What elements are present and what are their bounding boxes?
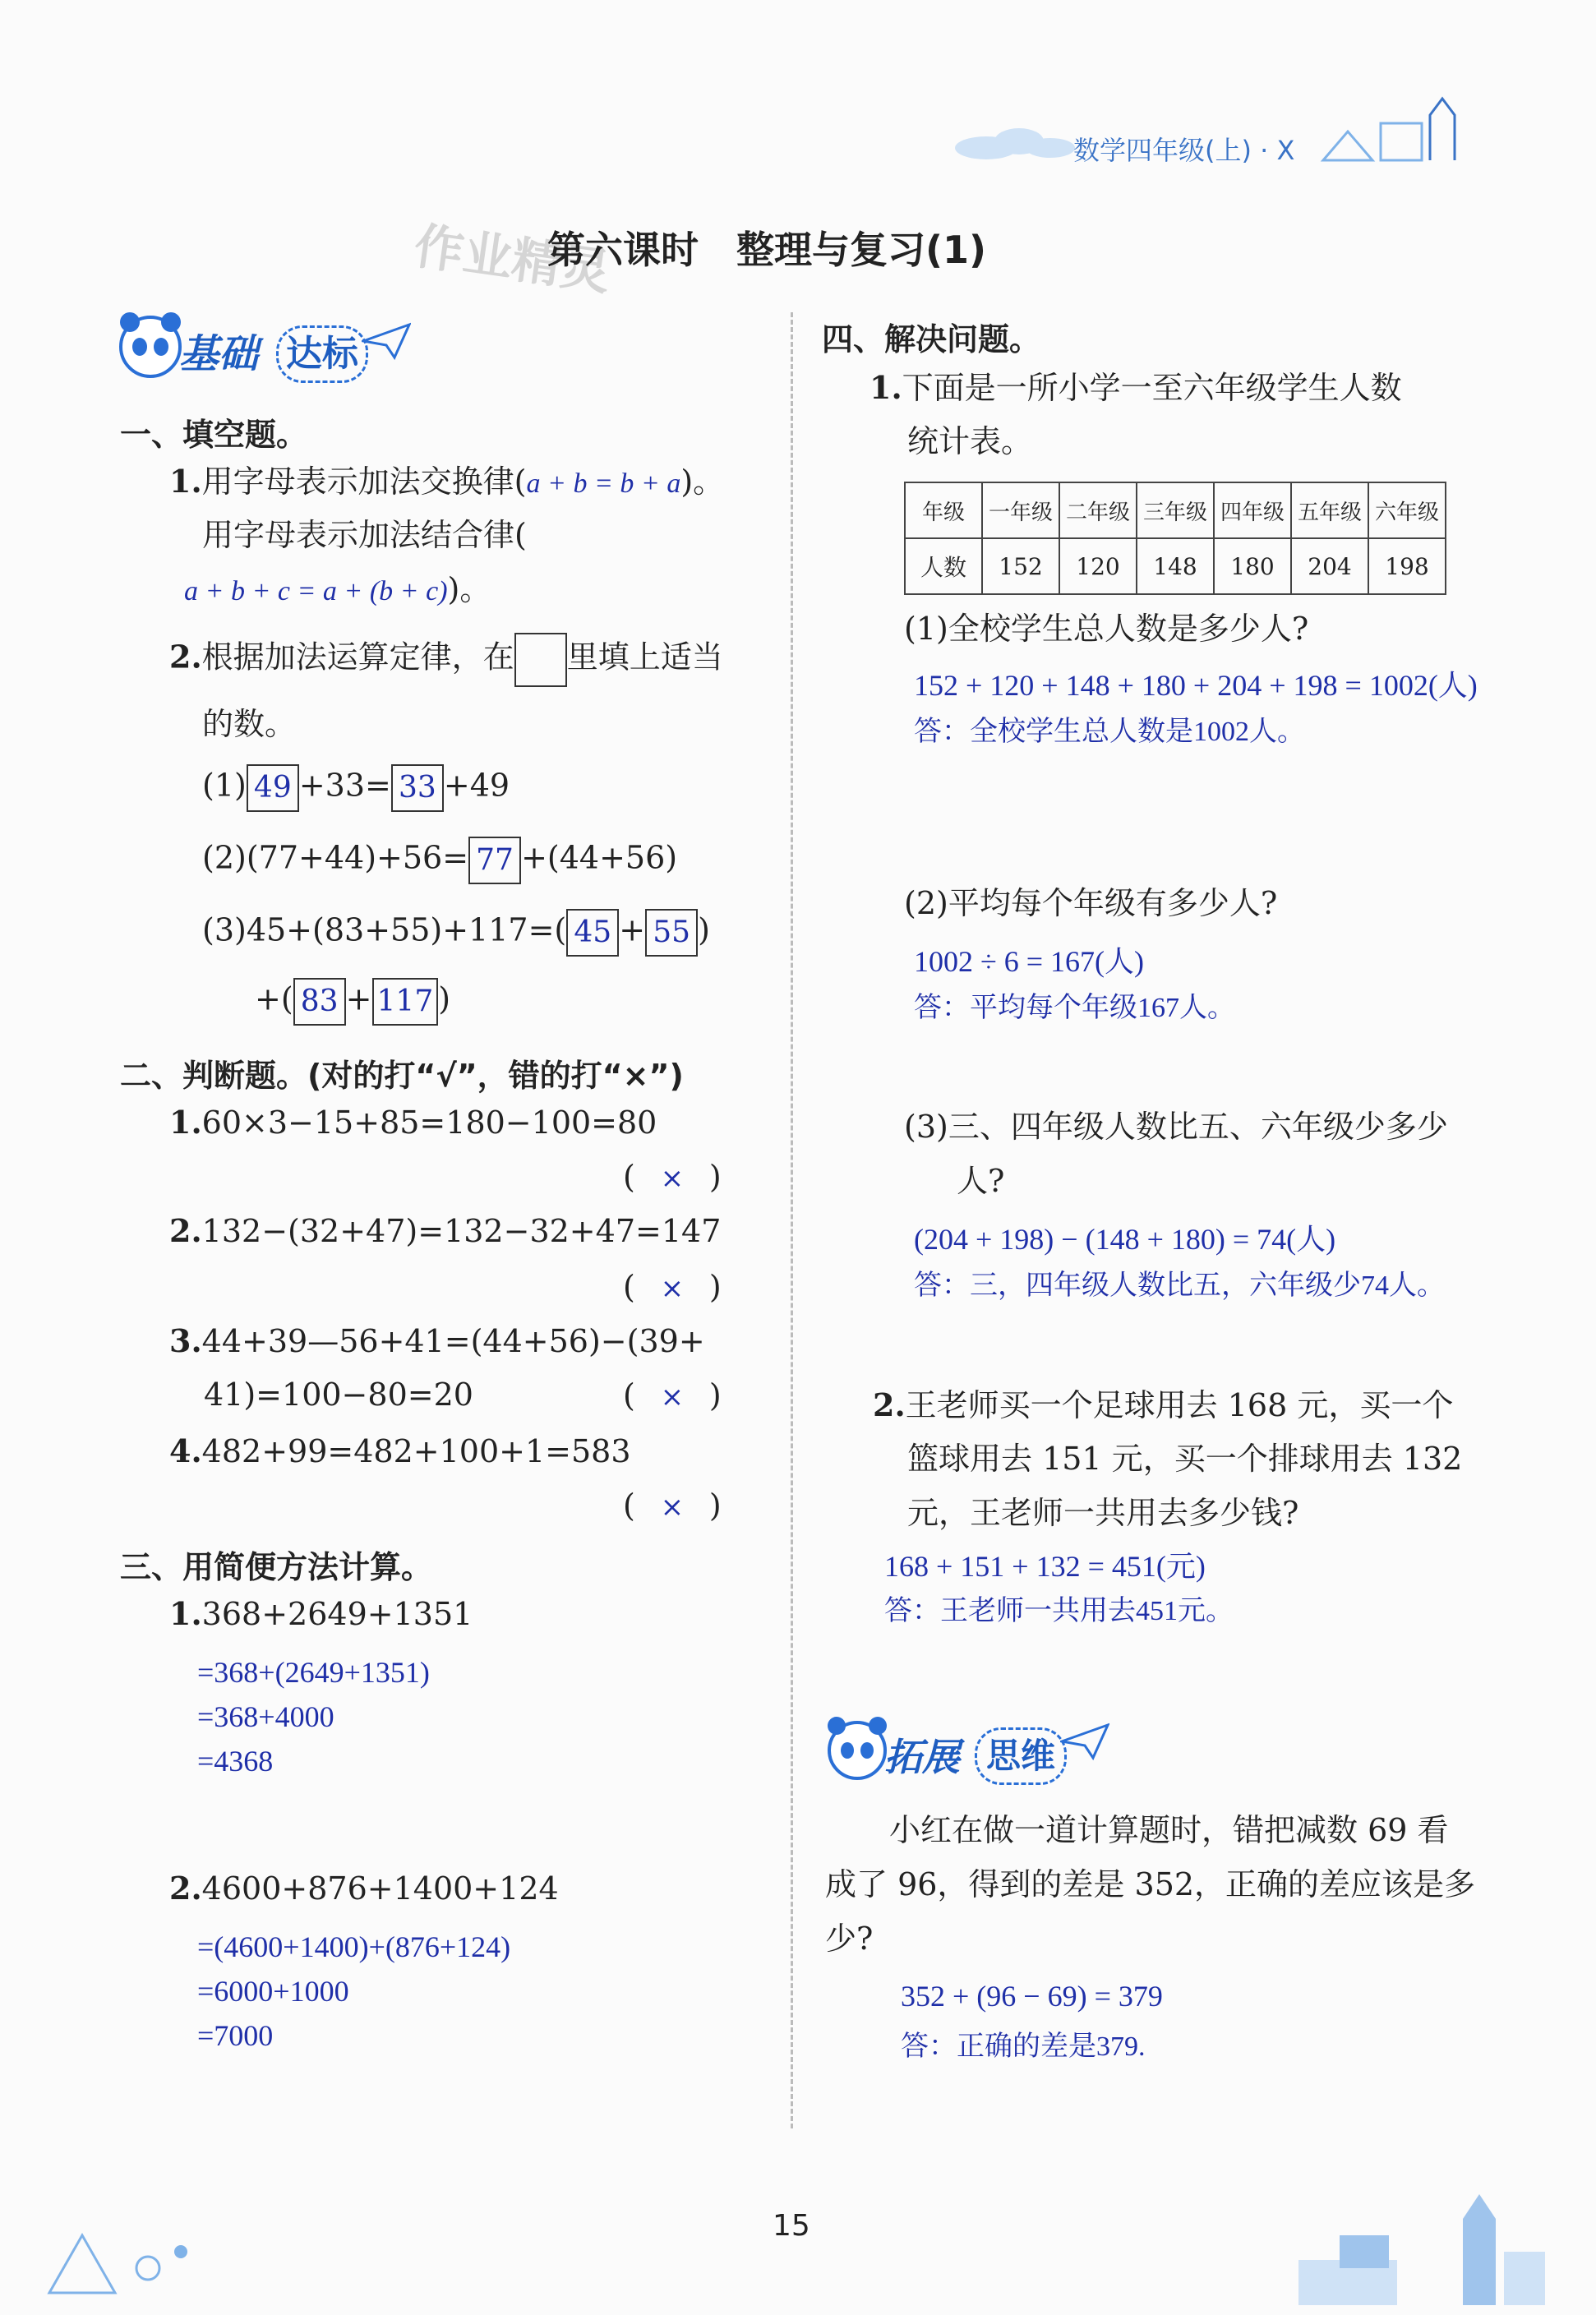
sub2-post: +(44+56) (521, 839, 678, 876)
paren-close: ) (708, 1487, 722, 1524)
castle-icon (1315, 90, 1463, 164)
calc-item-1 (169, 1596, 473, 1633)
badge-thinking-text: 思维 (975, 1727, 1067, 1785)
q2-line2: 的数。 (202, 706, 297, 742)
extension-line1: 小红在做一道计算题时，错把减数 69 看 (889, 1812, 1449, 1848)
judge-item-3 (169, 1323, 705, 1360)
judge-answer-4 (623, 1487, 722, 1524)
judge-mark: × (660, 1272, 685, 1305)
watermark: 作业精灵 (410, 217, 615, 302)
extension-line3: 少? (825, 1921, 874, 1957)
p4-q1-number: 1. (869, 369, 902, 406)
table-cell: 120 (1059, 538, 1137, 594)
sub3-close: ) (698, 911, 710, 948)
paren-open: ( (623, 1377, 635, 1413)
p4-sub1-calc: 152 + 120 + 148 + 180 + 204 + 198 = 1002(人) (914, 669, 1478, 702)
calc-number: 1. (169, 1595, 202, 1632)
judge-item-4 (169, 1433, 631, 1470)
q2-text-b: 里填上适当 (566, 639, 723, 676)
calc-step: =368+4000 (197, 1700, 334, 1733)
judge-text-line2: 41)=100−80=20 (204, 1377, 473, 1413)
calc-expression: 368+2649+1351 (201, 1596, 473, 1632)
sub3-box-d: 117 (372, 978, 439, 1026)
table-header-cell: 二年级 (1059, 482, 1137, 538)
p4-sub3-answer: 答：三，四年级人数比五，六年级少74人。 (914, 1270, 1445, 1301)
judge-mark: × (660, 1381, 685, 1413)
p4-q2-text: 王老师买一个足球用去 168 元，买一个 (905, 1387, 1454, 1423)
badge-extend-text: 拓展 (884, 1735, 960, 1779)
paper-plane-icon (362, 321, 411, 362)
sub3-plus-2: + (345, 980, 372, 1017)
paren-close: ) (708, 1269, 722, 1305)
judge-text: 44+39—56+41=(44+56)−(39+ (201, 1323, 705, 1359)
badge-basic-text: 基础 (179, 331, 259, 377)
sub3-text: (3)45+(83+55)+117=( (202, 911, 567, 948)
calc-number: 2. (169, 1870, 202, 1907)
p4-q1-text: 下面是一所小学一至六年级学生人数 (902, 370, 1402, 406)
judge-text: 482+99=482+100+1=583 (201, 1433, 631, 1469)
q2-number: 2. (169, 638, 202, 676)
p4-q2-calc: 168 + 151 + 132 = 451(元) (884, 1550, 1206, 1583)
paren-close: ) (708, 1159, 722, 1195)
p4-sub2-question: (2)平均每个年级有多少人? (904, 885, 1278, 921)
sub3-line2-open: +( (255, 980, 293, 1017)
p4-sub2-answer: 答：平均每个年级167人。 (914, 993, 1235, 1023)
sub3-box-b: 55 (645, 909, 698, 957)
extension-calc: 352 + (96 − 69) = 379 (901, 1980, 1163, 2013)
p4-q2-answer: 答：王老师一共用去451元。 (884, 1596, 1234, 1626)
table-header-cell: 三年级 (1137, 482, 1214, 538)
calc-expression: 4600+876+1400+124 (201, 1870, 559, 1907)
q2-sub1 (202, 764, 510, 812)
section-heading-solve: 四、解决问题。 (822, 321, 1041, 357)
q2-sub2 (202, 837, 677, 884)
judge-item-2 (169, 1213, 721, 1250)
p4-q1-line2: 统计表。 (907, 423, 1033, 459)
sub3-line2-close: ) (438, 980, 451, 1017)
student-count-table (904, 482, 1446, 595)
table-cell: 148 (1137, 538, 1214, 594)
judge-item-1 (169, 1104, 657, 1141)
q1-answer-associative: a + b + c = a + (b + c) (184, 576, 448, 606)
header-dot: · (1260, 135, 1269, 166)
judge-answer-2 (623, 1269, 722, 1305)
sub1-post: +49 (443, 767, 510, 804)
p4-q2-line3: 元，王老师一共用去多少钱? (907, 1495, 1299, 1531)
flowers-icon (33, 2170, 214, 2301)
q2-sub3-line2 (255, 978, 450, 1026)
calc-step: =4368 (197, 1745, 274, 1778)
judge-number: 2. (169, 1212, 202, 1249)
q1-text-end-2: )。 (447, 571, 491, 607)
p4-q1-line1 (869, 370, 1402, 407)
panda-icon (822, 1711, 893, 1793)
judge-text: 60×3−15+85=180−100=80 (201, 1104, 657, 1141)
paper-plane-icon (1060, 1721, 1109, 1762)
calc-step: =7000 (197, 2019, 274, 2052)
p4-q2-line2: 篮球用去 151 元，买一个排球用去 132 (907, 1441, 1463, 1477)
p4-sub3-calc: (204 + 198) − (148 + 180) = 74(人) (914, 1223, 1336, 1256)
panda-icon (113, 306, 187, 388)
q1-answer-commutative: a + b = b + a (526, 468, 681, 499)
calc-steps-2 (197, 1925, 510, 2058)
sub3-box-a: 45 (566, 909, 619, 957)
table-cell: 152 (982, 538, 1059, 594)
header-letter: X (1276, 135, 1295, 166)
q1-commutative-line (169, 463, 724, 500)
sub2-box: 77 (468, 837, 521, 884)
calc-step: =6000+1000 (197, 1975, 349, 2008)
p4-sub2-calc: 1002 ÷ 6 = 167(人) (914, 945, 1145, 978)
judge-number: 1. (169, 1104, 202, 1141)
p4-q2-number: 2. (873, 1386, 906, 1423)
judge-number: 4. (169, 1432, 202, 1469)
table-header-cell: 一年级 (982, 482, 1059, 538)
q1-number: 1. (169, 463, 202, 500)
section-heading-judge: 二、判断题。(对的打“√”，错的打“×”) (120, 1058, 684, 1094)
extension-answer: 答：正确的差是379. (901, 2031, 1146, 2062)
sub3-plus: + (619, 911, 646, 948)
calc-step: =368+(2649+1351) (197, 1656, 430, 1689)
table-header-cell: 五年级 (1291, 482, 1368, 538)
table-row (905, 482, 1446, 538)
blank-box-example (514, 633, 567, 687)
calc-steps-1 (197, 1650, 430, 1783)
p4-sub3-question: (3)三、四年级人数比五、六年级少多少 (904, 1109, 1448, 1145)
header-title-text: 数学四年级(上) (1073, 135, 1252, 166)
badge-standard-text: 达标 (276, 325, 368, 383)
paren-open: ( (623, 1487, 635, 1524)
sub2-text: (2)(77+44)+56= (202, 839, 469, 876)
calc-item-2 (169, 1870, 559, 1907)
paren-close: ) (708, 1377, 722, 1413)
paren-open: ( (623, 1269, 635, 1305)
extension-line2: 成了 96，得到的差是 352，正确的差应该是多 (825, 1866, 1476, 1902)
table-cell: 198 (1368, 538, 1446, 594)
q2-text-a: 根据加法运算定律，在 (201, 639, 514, 676)
section-heading-fill-in: 一、填空题。 (120, 417, 308, 453)
judge-answer-1 (623, 1159, 722, 1195)
paren-open: ( (623, 1159, 635, 1195)
table-row (905, 538, 1446, 594)
q1-text: 用字母表示加法交换律( (201, 463, 527, 500)
p4-sub1-question: (1)全校学生总人数是多少人? (904, 611, 1309, 647)
judge-text: 132−(32+47)=132−32+47=147 (201, 1213, 722, 1249)
q1-text-end: )。 (680, 463, 725, 500)
sub1-label: (1) (202, 767, 247, 804)
section-heading-simplify: 三、用简便方法计算。 (120, 1549, 433, 1585)
q2-sub3 (202, 909, 710, 957)
cloud-icon (953, 115, 1077, 164)
p4-sub1-answer: 答：全校学生总人数是1002人。 (914, 717, 1305, 747)
q1-associative-answer-line (184, 572, 491, 608)
judge-mark: × (660, 1162, 685, 1195)
judge-answer-3 (623, 1377, 722, 1413)
judge-number: 3. (169, 1322, 202, 1359)
q1-associative-line: 用字母表示加法结合律( (202, 517, 527, 553)
q2-line1 (169, 633, 723, 687)
table-cell: 204 (1291, 538, 1368, 594)
p4-sub3-question-line2: 人? (957, 1163, 1005, 1199)
sub3-box-c: 83 (293, 978, 346, 1026)
column-divider (791, 312, 793, 2128)
table-header-cell: 年级 (905, 482, 982, 538)
calc-step: =(4600+1400)+(876+124) (197, 1930, 511, 1963)
houses-icon (1282, 2186, 1561, 2309)
table-header-cell: 四年级 (1214, 482, 1291, 538)
judge-mark: × (660, 1491, 685, 1524)
table-cell: 人数 (905, 538, 982, 594)
sub1-box-b: 33 (391, 764, 444, 812)
lesson-title: 第六课时 整理与复习(1) (547, 228, 987, 272)
p4-q2-line1 (873, 1387, 1453, 1424)
header-book-title (1073, 130, 1294, 168)
table-header-cell: 六年级 (1368, 482, 1446, 538)
sub1-box-a: 49 (247, 764, 299, 812)
sub1-mid: +33= (298, 767, 391, 804)
page-number: 15 (773, 2209, 810, 2243)
table-cell: 180 (1214, 538, 1291, 594)
